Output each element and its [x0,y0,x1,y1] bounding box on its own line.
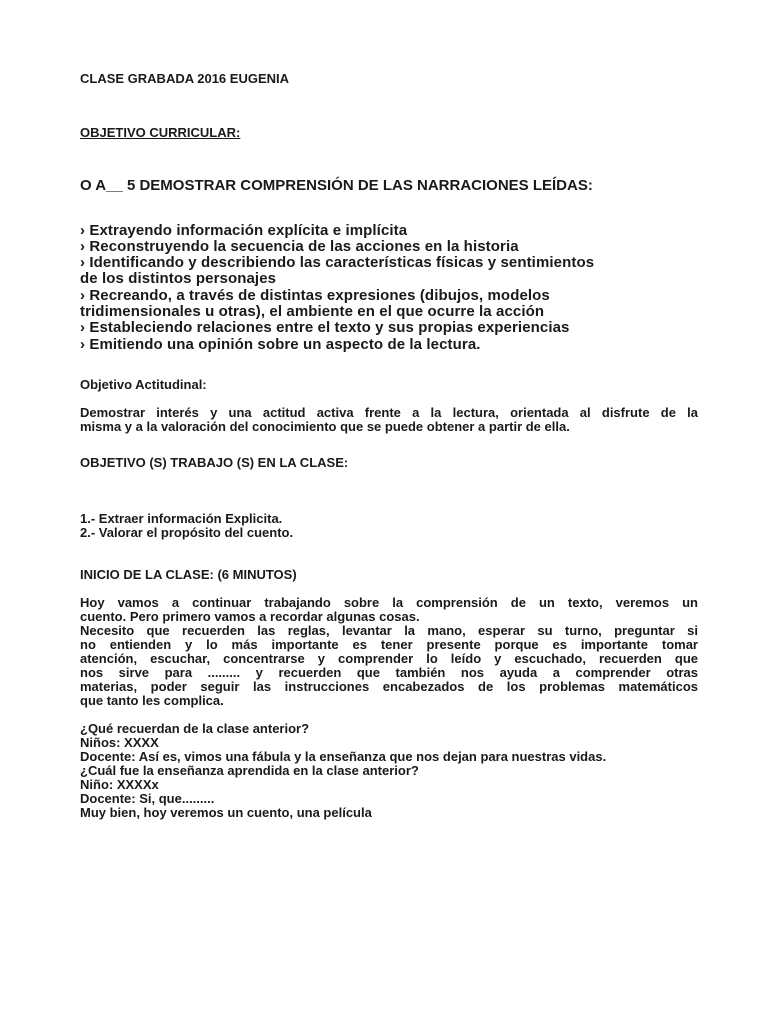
dialogue-line: Muy bien, hoy veremos un cuento, una película [80,805,372,820]
inicio-heading: INICIO DE LA CLASE: (6 MINUTOS) [80,567,297,582]
objective-statement: O A__ 5 DEMOSTRAR COMPRENSIÓN DE LAS NARRACIONES LEÍDAS: [80,177,593,194]
actitudinal-text-line: Demostrar interés y una actitud activa frente a la lectura, orientada al disfrute de la [80,405,698,420]
inicio-text-line: cuento. Pero primero vamos a recordar algunas cosas. [80,609,420,624]
trabajo-heading: OBJETIVO (S) TRABAJO (S) EN LA CLASE: [80,455,349,470]
curricular-heading: OBJETIVO CURRICULAR: [80,125,241,140]
bullet-item: › Emitiendo una opinión sobre un aspecto de la lectura. [80,336,481,353]
bullet-item-continued: de los distintos personajes [80,270,277,287]
dialogue-line: Docente: Si, que......... [80,791,215,806]
bullet-item-continued: tridimensionales u otras), el ambiente en el que ocurre la acción [80,303,545,320]
actitudinal-heading: Objetivo Actitudinal: [80,377,207,392]
inicio-text-line: materias, poder seguir las instrucciones encabezados de los problemas matemáticos [80,679,698,694]
dialogue-line: ¿Qué recuerdan de la clase anterior? [80,721,310,736]
inicio-text-line: Necesito que recuerden las reglas, levantar la mano, esperar su turno, preguntar si [80,623,698,638]
inicio-text-line: nos sirve para ......... y recuerden que también nos ayuda a comprender otras [80,665,698,680]
dialogue-line: Niño: XXXXx [80,777,159,792]
dialogue-line: Niños: XXXX [80,735,159,750]
class-title: CLASE GRABADA 2016 EUGENIA [80,71,290,86]
bullet-item: › Estableciendo relaciones entre el texto y sus propias experiencias [80,319,570,336]
bullet-item: › Recreando, a través de distintas expresiones (dibujos, modelos [80,287,550,304]
bullet-item: › Extrayendo información explícita e implícita [80,222,408,239]
inicio-text-line: que tanto les complica. [80,693,224,708]
dialogue-line: ¿Cuál fue la enseñanza aprendida en la clase anterior? [80,763,419,778]
dialogue-line: Docente: Así es, vimos una fábula y la enseñanza que nos dejan para nuestras vidas. [80,749,607,764]
trabajo-item: 1.- Extraer información Explicita. [80,511,283,526]
inicio-text-line: no entienden y lo más importante es tener presente porque es importante tomar [80,637,698,652]
trabajo-item: 2.- Valorar el propósito del cuento. [80,525,294,540]
bullet-item: › Reconstruyendo la secuencia de las acciones en la historia [80,238,519,255]
bullet-item: › Identificando y describiendo las características físicas y sentimientos [80,254,595,271]
inicio-text-line: atención, escuchar, concentrarse y comprender lo leído y escuchado, recuerden que [80,651,698,666]
actitudinal-text-line: misma y a la valoración del conocimiento que se puede obtener a partir de ella. [80,419,570,434]
inicio-text-line: Hoy vamos a continuar trabajando sobre la comprensión de un texto, veremos un [80,595,698,610]
